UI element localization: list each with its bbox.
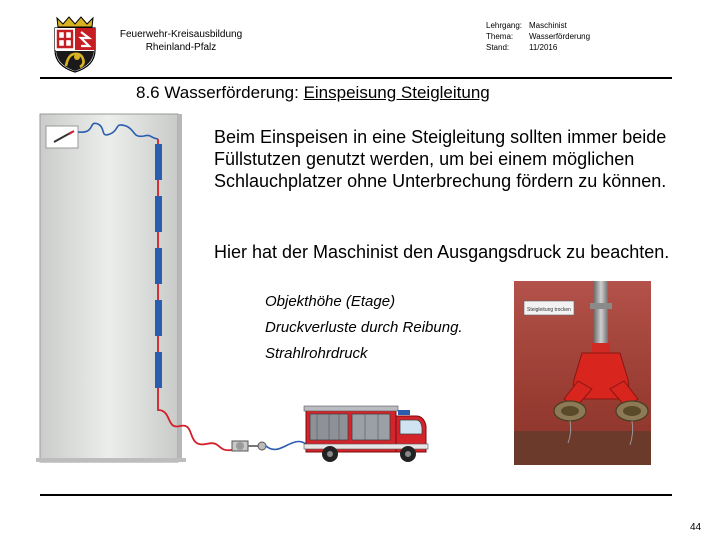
rlp-coat-of-arms-logo (50, 14, 100, 74)
footer-rule (40, 494, 672, 496)
header-rule (40, 77, 672, 79)
bullet-list (265, 289, 463, 367)
meta-value: Maschinist (529, 21, 567, 30)
meta-value: 11/2016 (529, 43, 558, 52)
org-name (96, 28, 266, 54)
bullet-item: Objekthöhe (Etage) (265, 293, 396, 310)
bullet-item: Druckverluste durch Reibung. (265, 319, 463, 336)
wall-fitting (155, 352, 162, 388)
meta-row-lehrgang (486, 20, 590, 31)
title-underlined: Einspeisung Steigleitung (303, 83, 490, 102)
paragraph-both-inlets: Beim Einspeisen in eine Steigleitung sollten immer beide Füllstutzen genutzt werden, um bei einem möglichen Schlauchplatzer ohne Unterbrechung fördern zu können. (214, 127, 667, 191)
meta-key: Thema: (486, 32, 514, 41)
meta-key: Lehrgang: (486, 21, 523, 30)
coupling-icon (232, 441, 266, 451)
wall-fitting (155, 144, 162, 180)
meta-value: Wasserförderung (529, 32, 591, 41)
wall-fitting (155, 248, 162, 284)
course-meta (486, 20, 590, 53)
title-prefix: 8.6 Wasserförderung: (136, 83, 304, 102)
building-shadow (178, 114, 182, 462)
bullet-item: Strahlrohrdruck (265, 345, 368, 362)
meta-row-thema (486, 31, 590, 42)
ground (36, 458, 186, 462)
meta-key: Stand: (486, 43, 510, 52)
wall-fitting (155, 196, 162, 232)
org-line-2: Rheinland-Pfalz (145, 42, 217, 53)
paragraph-output-pressure: Hier hat der Maschinist den Ausgangsdruck zu beachten. (214, 242, 670, 262)
standpipe-inlet-photo (514, 281, 651, 465)
page-number: 44 (690, 522, 702, 533)
org-line-1: Feuerwehr-Kreisausbildung (119, 29, 243, 40)
slide-title (136, 83, 490, 103)
meta-row-stand (486, 42, 590, 53)
wall-fitting (155, 300, 162, 336)
fire-truck-icon (304, 406, 428, 462)
photo-illustration (514, 281, 651, 465)
sign-text: Steigleitung trocken (527, 307, 571, 313)
